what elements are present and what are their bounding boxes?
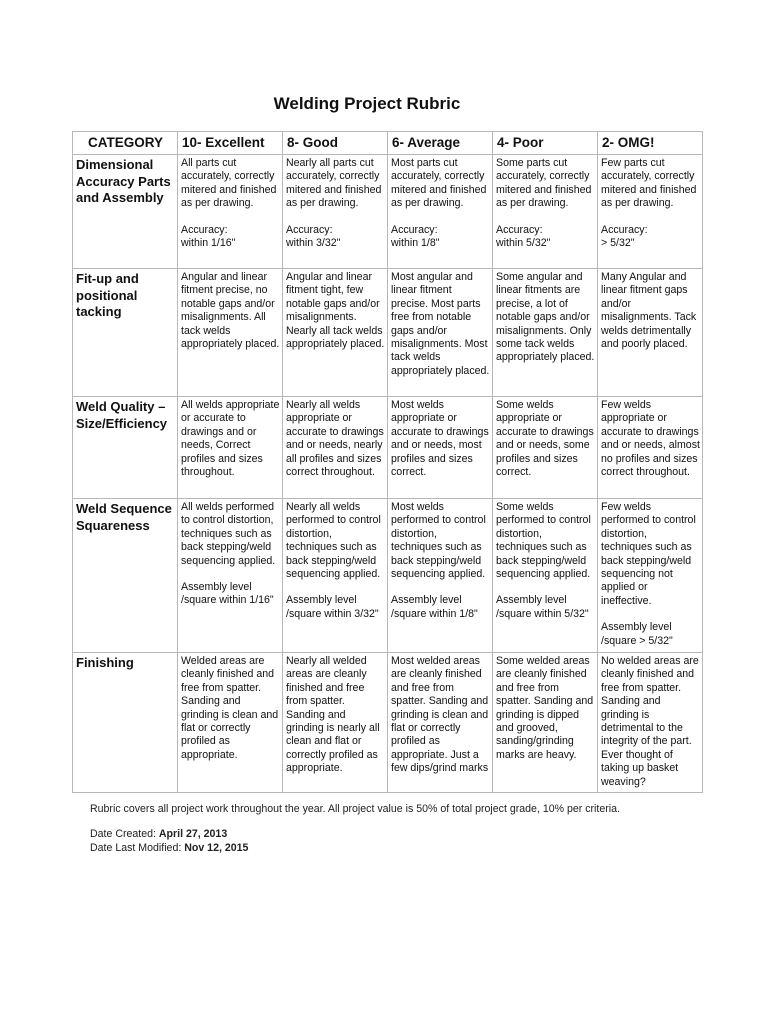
criteria-cell-excellent [178,499,283,653]
criteria-text: Assembly level /square within 5/32" [496,594,589,620]
criteria-cell-poor [493,653,598,793]
criteria-text: All welds performed to control distortion, techniques such as back stepping/weld sequencing applied. [181,501,276,567]
criteria-cell-excellent [178,653,283,793]
category-cell: Finishing [73,653,178,793]
rubric-row [73,397,703,499]
paragraph-gap [601,211,700,224]
date-created [90,828,227,841]
paragraph-gap [391,211,490,224]
criteria-text: Assembly level /square within 1/16" [181,581,274,607]
criteria-text: Nearly all parts cut accurately, correctly mitered and finished as per drawing. [286,157,382,210]
criteria-cell-average [388,155,493,269]
criteria-text: Accuracy: within 1/8" [391,223,440,250]
header-omg: 2- OMG! [598,132,703,155]
header-good: 8- Good [283,132,388,155]
criteria-cell-good [283,499,388,653]
criteria-cell-omg [598,397,703,499]
date-created-label: Date Created: [90,828,159,840]
criteria-text: Assembly level /square within 3/32" [286,594,379,620]
header-average: 6- Average [388,132,493,155]
category-cell: Weld Quality – Size/Efficiency [73,397,178,499]
criteria-text: All welds appropriate or accurate to drawings and or needs, Correct profiles and sizes throughout. [181,399,280,479]
criteria-cell-average [388,653,493,793]
criteria-text: Accuracy: within 5/32" [496,223,551,250]
paragraph-gap [286,211,385,224]
criteria-cell-excellent [178,397,283,499]
rubric-table [72,131,703,793]
rubric-header-row [73,132,703,155]
date-created-value: April 27, 2013 [158,828,228,840]
criteria-text: No welded areas are cleanly finished and free from spatter. Sanding and grinding is detrimental to the integrity of the part. Ever thought of taking up basket weaving? [601,655,699,788]
criteria-text: Accuracy: within 1/16" [181,223,236,250]
criteria-text: Some welds performed to control distortion, techniques such as back stepping/weld sequencing applied. [496,501,591,581]
paragraph-gap [181,568,280,581]
criteria-cell-poor [493,499,598,653]
criteria-text: Accuracy: within 3/32" [286,223,341,250]
criteria-text: Nearly all welds appropriate or accurate to drawings and or needs, nearly all profiles and sizes correct throughout. [286,399,384,479]
paragraph-gap [496,211,595,224]
criteria-text: Some welded areas are cleanly finished and free from spatter. Sanding and grinding is dipped and grooved, sanding/grinding marks are heavy. [496,655,594,761]
criteria-cell-omg [598,269,703,397]
document-title: Welding Project Rubric [273,94,461,113]
criteria-text: Nearly all welds performed to control distortion, techniques such as back stepping/weld sequencing applied. [286,501,381,581]
header-excellent: 10- Excellent [178,132,283,155]
criteria-text: All parts cut accurately, correctly mitered and finished as per drawing. [181,157,277,210]
paragraph-gap [496,581,595,594]
criteria-text: Assembly level /square > 5/32" [601,621,673,647]
criteria-text: Some welds appropriate or accurate to drawings and or needs, some profiles and sizes correct. [496,399,594,479]
criteria-text: Nearly all welded areas are cleanly finished and free from spatter. Sanding and grinding is nearly all clean and flat or correctly profiled as appropriate. [286,655,380,775]
date-modified [90,842,248,855]
criteria-text: Most welds appropriate or accurate to drawings and or needs, most profiles and sizes correct. [391,399,489,479]
paragraph-gap [286,581,385,594]
criteria-text: Assembly level /square within 1/8" [391,594,478,620]
criteria-cell-omg [598,155,703,269]
criteria-cell-omg [598,653,703,793]
category-cell: Weld Sequence Squareness [73,499,178,653]
criteria-cell-excellent [178,269,283,397]
paragraph-gap [601,608,700,621]
criteria-text: Accuracy: > 5/32" [601,223,648,250]
criteria-text: Angular and linear fitment precise, no notable gaps and/or misalignments. All tack welds appropriately placed. [181,271,280,351]
criteria-text: Few parts cut accurately, correctly mitered and finished as per drawing. [601,157,697,210]
criteria-cell-good [283,653,388,793]
criteria-cell-good [283,269,388,397]
criteria-cell-good [283,397,388,499]
category-cell: Fit-up and positional tacking [73,269,178,397]
rubric-row [73,269,703,397]
paragraph-gap [181,211,280,224]
rubric-row [73,499,703,653]
criteria-text: Welded areas are cleanly finished and free from spatter. Sanding and grinding is clean and flat or correctly profiled as appropriate. [181,655,279,761]
criteria-text: Many Angular and linear fitment gaps and/or misalignments. Tack welds detrimentally and poorly placed. [601,271,697,351]
criteria-text: Some angular and linear fitments are precise, a lot of notable gaps and/or misalignments. Only some tack welds appropriately placed. [496,271,595,364]
criteria-cell-poor [493,155,598,269]
criteria-cell-excellent [178,155,283,269]
paragraph-gap [391,581,490,594]
header-poor: 4- Poor [493,132,598,155]
criteria-cell-good [283,155,388,269]
rubric-row [73,653,703,793]
criteria-cell-poor [493,269,598,397]
criteria-cell-average [388,499,493,653]
category-cell: Dimensional Accuracy Parts and Assembly [73,155,178,269]
criteria-text: Most angular and linear fitment precise. Most parts free from notable gaps and/or misalignments. Most tack welds appropriately placed. [391,271,490,377]
criteria-text: Most parts cut accurately, correctly mitered and finished as per drawing. [391,157,487,210]
footer-note: Rubric covers all project work throughout the year. All project value is 50% of total project grade, 10% per criteria. [90,803,620,815]
criteria-cell-poor [493,397,598,499]
criteria-text: Most welds performed to control distortion, techniques such as back stepping/weld sequencing applied. [391,501,486,581]
rubric-row [73,155,703,269]
criteria-cell-average [388,397,493,499]
criteria-text: Some parts cut accurately, correctly mitered and finished as per drawing. [496,157,592,210]
criteria-text: Angular and linear fitment tight, few notable gaps and/or misalignments. Nearly all tack welds appropriately placed. [286,271,385,351]
criteria-text: Few welds performed to control distortion, techniques such as back stepping/weld sequencing not applied or ineffective. [601,501,696,607]
criteria-text: Few welds appropriate or accurate to drawings and or needs, almost no profiles and sizes correct throughout. [601,399,700,479]
header-category: CATEGORY [73,132,178,155]
criteria-cell-omg [598,499,703,653]
date-modified-value: Nov 12, 2015 [184,842,249,854]
criteria-text: Most welded areas are cleanly finished and free from spatter. Sanding and grinding is clean and flat or correctly profiled as appropriate. Just a few dips/grind marks [391,655,489,775]
criteria-cell-average [388,269,493,397]
date-modified-label: Date Last Modified: [90,842,185,854]
